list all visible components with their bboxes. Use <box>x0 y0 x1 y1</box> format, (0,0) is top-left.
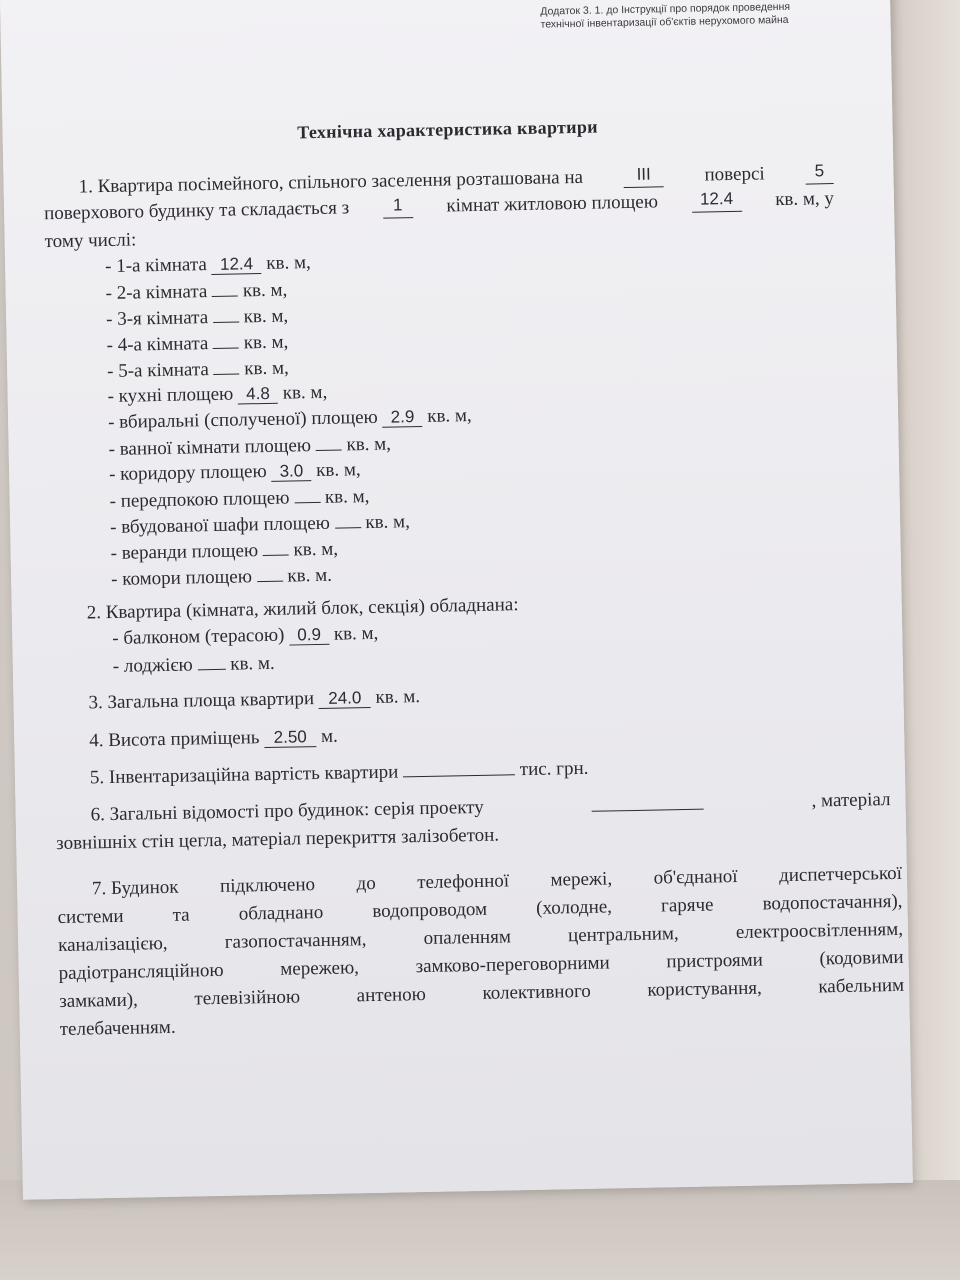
rooms-value: 1 <box>383 196 413 219</box>
item-room-2: - 2-а кімната кв. м, <box>105 279 288 305</box>
floor-value: III <box>624 165 664 188</box>
p7-line5: замками), телевізійною антеною колективного користування, кабельним <box>59 974 905 1013</box>
loggia-blank <box>197 653 225 671</box>
p1-text-e: кв. м, у <box>775 188 835 211</box>
item-closet: - вбудованої шафи площею кв. м, <box>109 511 411 538</box>
p7-line6: телебаченням. <box>59 1016 176 1041</box>
p1-text-c: поверхового будинку та складається з <box>43 197 350 225</box>
kitchen-value: 4.8 <box>238 385 278 405</box>
item-kitchen: - кухні площею 4.8 кв. м, <box>107 381 328 408</box>
room-5-blank <box>213 357 239 374</box>
height-value: 2.50 <box>264 728 316 748</box>
header-note: Додаток 3. 1. до Інструкції про порядок проведення технічної інвентаризації об'єктів нерухомого майна <box>540 0 791 31</box>
closet-blank <box>334 511 360 528</box>
p7-line1: 7. Будинок підключено до телефонної мережі, об'єднаної диспетчерської <box>91 862 903 900</box>
item-bathroom: - ванної кімнати площею кв. м, <box>108 433 392 460</box>
inventory-value-blank <box>403 758 515 777</box>
p3-total-area: 3. Загальна площа квартири 24.0 кв. м. <box>88 686 421 714</box>
item-room-4: - 4-а кімната кв. м, <box>106 331 289 357</box>
item-veranda: - веранди площею кв. м, <box>110 538 339 564</box>
p1-text-a: 1. Квартира посімейного, спільного заселення розташована на <box>78 166 584 198</box>
balcony-value: 0.9 <box>289 626 329 646</box>
item-balcony: - балконом (терасою) 0.9 кв. м, <box>112 622 379 649</box>
item-room-5: - 5-а кімната кв. м, <box>106 357 290 383</box>
p7-line3: каналізацією, газопостачанням, опаленням центральним, електроосвітленням, <box>57 918 904 957</box>
p6-line2: зовнішніх стін цегла, матеріал перекриття залізобетон. <box>56 824 500 855</box>
document-title: Технічна характеристика квартири <box>297 116 599 143</box>
corridor-value: 3.0 <box>271 462 311 482</box>
item-loggia: - лоджією кв. м. <box>112 652 275 677</box>
total-area-value: 24.0 <box>319 689 371 709</box>
p6-line1: 6. Загальні відомості про будинок: серія проекту , матеріал <box>90 789 891 826</box>
item-room-1: - 1-а кімната 12.4 кв. м, <box>104 252 311 278</box>
room-2-blank <box>212 279 238 296</box>
room-1-value: 12.4 <box>211 255 261 275</box>
item-storeroom: - комори площею кв. м. <box>110 564 333 590</box>
p7-line4: радіотрансляційною мережею, замково-переговорними пристроями (кодовими <box>58 946 904 985</box>
item-toilet: - вбиральні (сполученої) площею 2.9 кв. м, <box>107 405 472 434</box>
toilet-value: 2.9 <box>382 408 422 428</box>
room-4-blank <box>213 331 239 348</box>
p4-height: 4. Висота приміщень 2.50 м. <box>89 725 338 752</box>
living-area-value: 12.4 <box>691 190 741 213</box>
p1-text-d: кімнат житловою площею <box>446 191 659 217</box>
item-hallway: - передпокою площею кв. м, <box>109 486 370 512</box>
p7-line2: системи та обладнано водопроводом (холодне, гаряче водопостачання), <box>57 890 903 929</box>
p2-title: 2. Квартира (кімната, жилий блок, секція) обладнана: <box>86 594 519 624</box>
floors-total-value: 5 <box>805 162 833 185</box>
p1-text-b: поверсі <box>704 163 765 186</box>
p5-value: 5. Інвентаризаційна вартість квартири тис. грн. <box>89 757 589 789</box>
veranda-blank <box>263 539 289 556</box>
room-3-blank <box>213 305 239 322</box>
project-series-blank <box>591 793 703 812</box>
item-room-3: - 3-я кімната кв. м, <box>105 305 289 331</box>
hallway-blank <box>294 486 320 503</box>
item-corridor: - коридору площею 3.0 кв. м, <box>108 459 361 485</box>
storeroom-blank <box>256 565 282 582</box>
p1-line3: тому числі: <box>44 229 137 253</box>
bathroom-blank <box>316 434 342 451</box>
